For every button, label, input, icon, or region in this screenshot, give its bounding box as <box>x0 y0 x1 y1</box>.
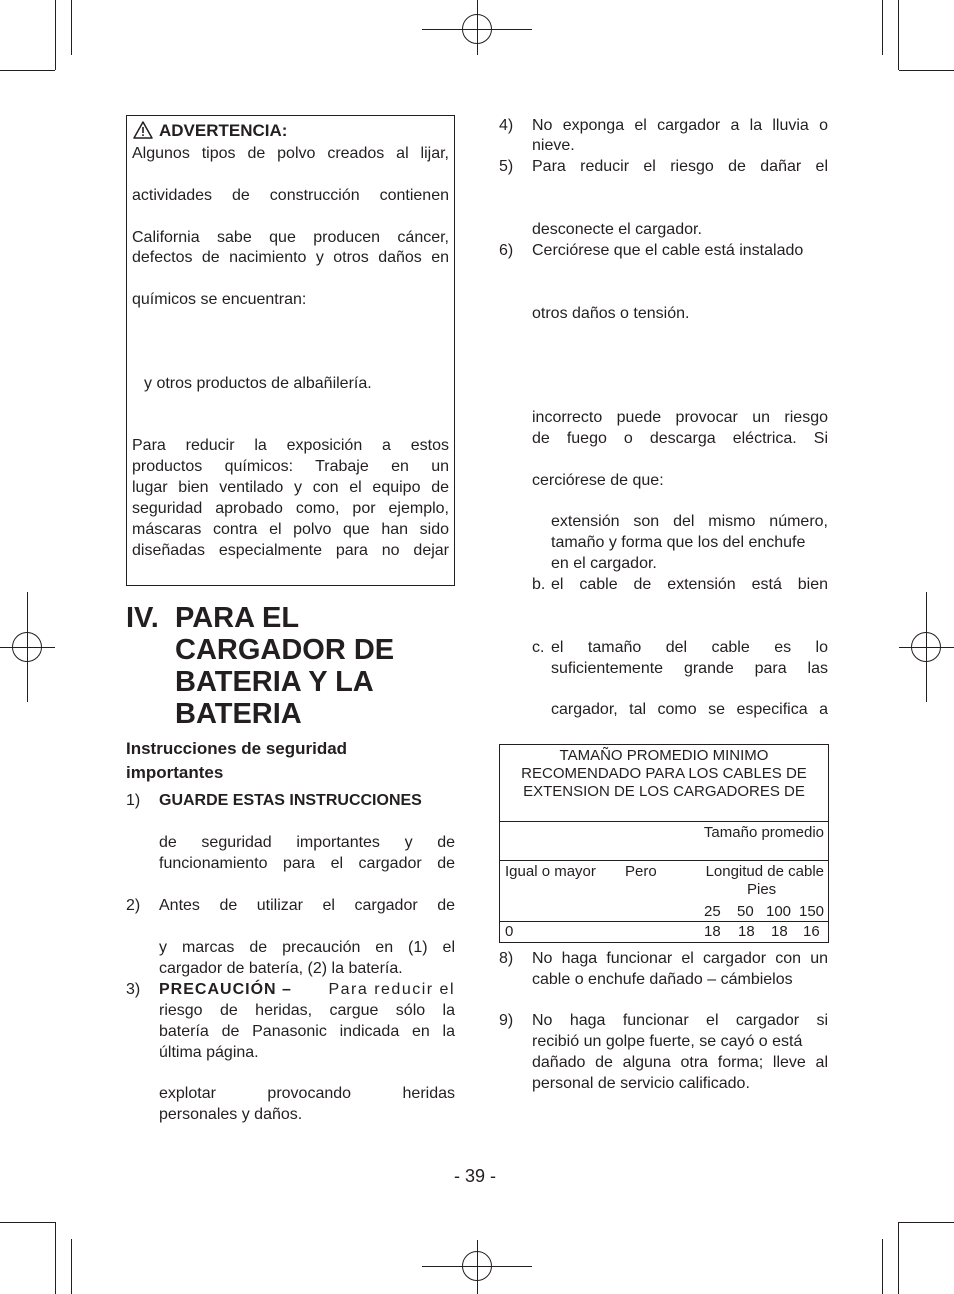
item-line: personal de servicio calificado. <box>532 1075 750 1092</box>
item-line: y marcas de precaución en (1) el <box>159 939 455 956</box>
item-line: desconecte el cargador. <box>532 221 702 238</box>
item-line: otros daños o tensión. <box>532 305 690 322</box>
table-title-line: RECOMENDADO PARA LOS CABLES DE <box>521 765 807 782</box>
extension-cord-table <box>499 744 829 943</box>
section-title-line: BATERIA Y LA <box>175 666 374 698</box>
item-line: tamaño y forma que los del enchufe <box>551 534 806 551</box>
warning-line: Algunos tipos de polvo creados al lijar, <box>132 145 449 162</box>
precaution-label: PRECAUCIÓN – <box>159 981 292 998</box>
item-line: cargador, tal como se especifica a <box>551 701 828 718</box>
item-line: explotar provocando heridas <box>159 1085 455 1102</box>
item-line: batería de Panasonic indicada en la <box>159 1023 455 1040</box>
item-line: en el cargador. <box>551 555 657 572</box>
item-number: 8) <box>499 950 514 967</box>
table-header-cell: Pero <box>625 863 657 880</box>
section-number: IV. <box>126 602 159 634</box>
sub-item-label: c. <box>532 639 545 656</box>
item-line: personales y daños. <box>159 1106 303 1123</box>
item-number: 2) <box>126 897 141 914</box>
page-number: - 39 - <box>454 1166 497 1186</box>
sub-item-label: b. <box>532 576 546 593</box>
warning-line: lugar bien ventilado y con el equipo de <box>132 479 449 496</box>
item-number: 6) <box>499 242 514 259</box>
item-line: dañado de alguna otra forma; lleve al <box>532 1054 828 1071</box>
warning-line: químicos se encuentran: <box>132 291 307 308</box>
item-line <box>159 979 455 1000</box>
warning-line: actividades de construcción contienen <box>132 187 449 204</box>
item-line: recibió un golpe fuerte, se cayó o está <box>532 1033 803 1050</box>
item-line: No exponga el cargador a la lluvia o <box>532 117 828 134</box>
warning-line: seguridad aprobado como, por ejemplo, <box>132 500 449 517</box>
table-length-cell: 150 <box>799 903 825 920</box>
warning-line: máscaras contra el polvo que han sido <box>132 521 449 538</box>
table-header-cell: Longitud de cable <box>705 863 824 880</box>
table-header-cell: Igual o mayor <box>505 863 596 880</box>
item-line: cargador de batería, (2) la batería. <box>159 960 403 977</box>
item-line: el tamaño del cable es lo <box>551 639 828 656</box>
item-line: Para reducir el riesgo de dañar el <box>532 158 828 175</box>
table-length-cell: 100 <box>766 903 792 920</box>
item-number: 9) <box>499 1012 514 1029</box>
item-number: 5) <box>499 158 514 175</box>
item-line: el cable de extensión está bien <box>551 576 828 593</box>
table-length-cell: 25 <box>704 903 721 920</box>
item-line: riesgo de heridas, cargue sólo la <box>159 1002 455 1019</box>
item-line: incorrecto puede provocar un riesgo <box>532 409 828 426</box>
item-number: 4) <box>499 117 514 134</box>
section-title-line: BATERIA <box>175 698 302 730</box>
table-cell: 18 <box>771 923 788 940</box>
table-size-header: Tamaño promedio <box>703 824 824 841</box>
item-line: No haga funcionar el cargador si <box>532 1012 828 1029</box>
table-cell: 18 <box>738 923 755 940</box>
warning-line: defectos de nacimiento y otros daños en <box>132 249 449 266</box>
warning-triangle-icon <box>133 121 153 139</box>
table-length-cell: 50 <box>737 903 754 920</box>
precaution-text: Para reducir el <box>328 981 455 998</box>
section-title-line: PARA EL <box>175 602 300 634</box>
item-line: suficientemente grande para las <box>551 660 828 677</box>
item-number: 3) <box>126 981 141 998</box>
item-number: 1) <box>126 792 141 809</box>
item-line: extensión son del mismo número, <box>551 513 828 530</box>
item-line: nieve. <box>532 137 575 154</box>
warning-line: y otros productos de albañilería. <box>144 375 372 392</box>
item-line: última página. <box>159 1044 259 1061</box>
item-line: Antes de utilizar el cargador de <box>159 897 455 914</box>
item-line: No haga funcionar el cargador con un <box>532 950 828 967</box>
table-header-cell: Pies <box>747 881 777 898</box>
item-line: funcionamiento para el cargador de <box>159 855 455 872</box>
warning-line: productos químicos: Trabaje en un <box>132 458 449 475</box>
table-cell: 16 <box>803 923 820 940</box>
item-line: Cerciórese que el cable está instalado <box>532 242 804 259</box>
warning-line: Para reducir la exposición a estos <box>132 437 449 454</box>
subheading: importantes <box>126 763 224 782</box>
item-line: de seguridad importantes y de <box>159 834 455 851</box>
table-cell: 18 <box>704 923 721 940</box>
item-line: cable o enchufe dañado – cámbielos <box>532 971 793 988</box>
table-title-line: TAMAÑO PROMEDIO MINIMO <box>559 747 769 764</box>
item-line: cerciórese de que: <box>532 472 664 489</box>
warning-title: ADVERTENCIA: <box>159 121 288 140</box>
section-title-line: CARGADOR DE <box>175 634 395 666</box>
table-title-line: EXTENSION DE LOS CARGADORES DE <box>523 783 805 800</box>
item-line: de fuego o descarga eléctrica. Si <box>532 430 828 447</box>
table-cell: 0 <box>505 923 514 940</box>
warning-line: diseñadas especialmente para no dejar <box>132 542 449 559</box>
item-title: GUARDE ESTAS INSTRUCCIONES <box>159 792 422 809</box>
warning-line: California sabe que producen cáncer, <box>132 229 449 246</box>
subheading: Instrucciones de seguridad <box>126 739 348 758</box>
